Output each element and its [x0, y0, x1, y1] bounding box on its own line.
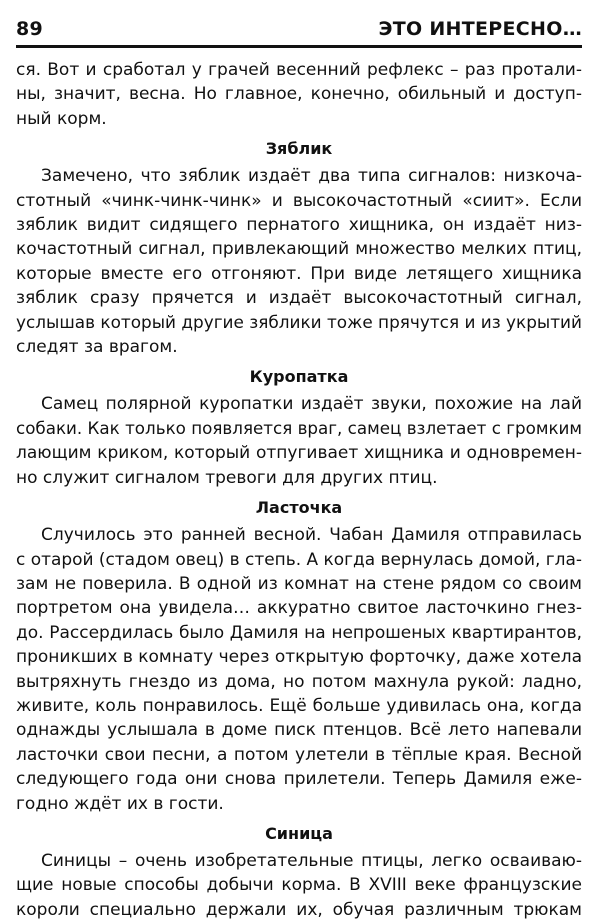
text-line: услышав который другие зяблики тоже прячутся и из укрытий — [16, 312, 582, 333]
book-page — [16, 14, 582, 922]
text-line: которые вместе его отгоняют. При виде летящего хищника — [16, 263, 582, 284]
section-heading-zyablik: Зяблик — [265, 139, 333, 159]
section-heading-lastochka: Ласточка — [255, 498, 343, 518]
section-heading-sinitsa: Синица — [265, 823, 333, 843]
text-line: годно ждёт их в гости. — [16, 793, 224, 814]
text-line: лающим криком, который отпугивает хищника и одновремен- — [16, 443, 582, 464]
text-line: живите, коль понравилось. Ещё больше удивилась она, когда — [16, 695, 582, 716]
text-line: ный корм. — [16, 108, 107, 129]
text-line: Случилось это ранней весной. Чабан Дамиля отправилась — [41, 525, 582, 546]
text-line: проникших в комнату через открытую форточку, даже хотела — [16, 647, 582, 668]
text-line: Синицы – очень изобретательные птицы, легко осваиваю- — [41, 850, 582, 871]
text-line: Самец полярной куропатки издаёт звуки, похожие на лай — [41, 394, 582, 415]
header-rule — [16, 45, 582, 48]
paragraph-sinitsa — [16, 849, 582, 922]
text-line: ся. Вот и сработал у грачей весенний рефлекс – раз протали- — [16, 60, 582, 80]
text-line: с отарой (стадом овец) в степь. А когда вернулась домой, гла- — [16, 549, 583, 570]
text-line: ны, значит, весна. Но главное, конечно, обильный и доступ- — [16, 84, 582, 105]
text-line: следят за врагом. — [16, 337, 178, 358]
paragraph-zyablik — [16, 164, 582, 359]
text-line: но служит сигналом тревоги для других птиц. — [16, 467, 438, 488]
text-line: стотный «чинк-чинк-чинк» и высокочастотный «сиит». Если — [16, 190, 582, 211]
page-number: 89 — [16, 18, 44, 40]
text-line: до. Рассердилась было Дамиля на непрошеных квартирантов, — [16, 622, 582, 643]
page-body — [16, 58, 582, 922]
paragraph-intro — [16, 58, 582, 131]
text-line: Замечено, что зяблик издаёт два типа сигналов: низкоча- — [41, 166, 582, 187]
paragraph-lastochka — [16, 523, 582, 816]
text-line: зяблик видит сидящего пернатого хищника, он издаёт низ- — [16, 215, 582, 236]
page-header — [16, 14, 582, 40]
text-line: ласточки свои песни, а потом улетели в тёплые края. Весной — [16, 744, 582, 765]
text-line: собаки. Как только появляется враг, самец взлетает с громким — [16, 418, 583, 439]
text-line: короли специально держали их, обучая различным трюкам — [16, 899, 582, 920]
text-line: зяблик сразу прячется и издаёт высокочастотный сигнал, — [16, 288, 582, 309]
paragraph-kuropatka — [16, 392, 582, 490]
text-line: портретом она увидела… аккуратно свитое ласточкино гнез- — [16, 598, 582, 619]
text-line: однажды услышала в доме писк птенцов. Всё лето напевали — [16, 720, 582, 741]
text-line: щие новые способы добычи корма. В XVIII веке французские — [16, 875, 582, 896]
section-heading-kuropatka: Куропатка — [249, 367, 349, 387]
text-line: вытряхнуть гнездо из дома, но потом махнула рукой: ладно, — [16, 671, 582, 692]
text-line: следующего года они снова прилетели. Теперь Дамиля еже- — [16, 769, 582, 790]
running-title: ЭТО ИНТЕРЕСНО… — [378, 18, 582, 40]
text-line: зам не поверила. В одной из комнат на стене рядом со своим — [16, 573, 582, 594]
text-line: кочастотный сигнал, привлекающий множество мелких птиц, — [16, 239, 582, 260]
